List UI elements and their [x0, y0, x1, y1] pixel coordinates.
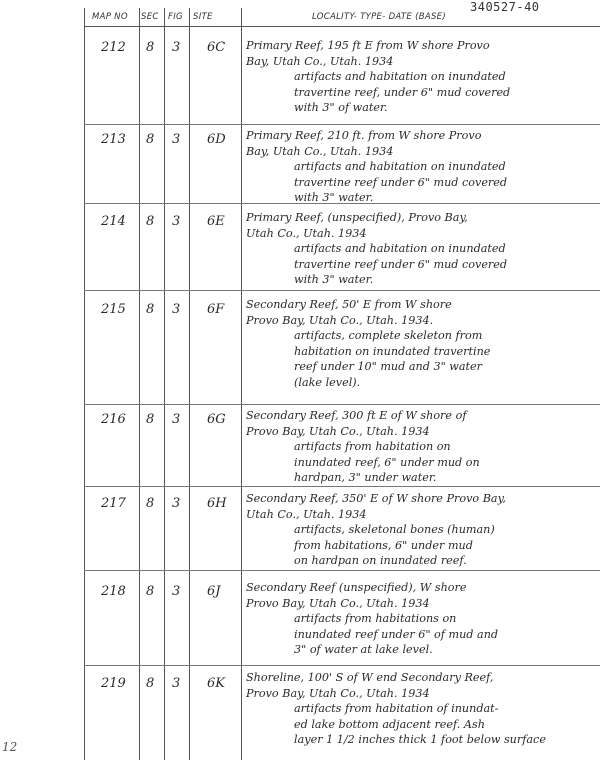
column-rule	[84, 8, 85, 760]
row-rule	[84, 404, 600, 405]
row-rule	[84, 570, 600, 571]
locality-line: Secondary Reef (unspecified), W shore	[246, 581, 467, 594]
row-rule	[84, 665, 600, 666]
locality-line: artifacts from habitation on	[294, 440, 451, 453]
locality-line: on hardpan on inundated reef.	[294, 554, 467, 567]
entry-fig: 3	[172, 40, 181, 55]
entry-site: 6K	[207, 676, 225, 691]
entry-site: 6D	[207, 132, 226, 147]
locality-line: with 3" water.	[294, 191, 374, 204]
entry-sec: 8	[146, 496, 155, 511]
locality-line: layer 1 1/2 inches thick 1 foot below surface	[294, 733, 546, 746]
entry-map-no: 219	[101, 676, 126, 691]
locality-line: artifacts from habitation of inundat-	[294, 702, 499, 715]
margin-note: 12	[2, 740, 18, 754]
entry-fig: 3	[172, 412, 181, 427]
header-fig: FIG	[168, 12, 183, 22]
entry-sec: 8	[146, 584, 155, 599]
locality-line: Provo Bay, Utah Co., Utah. 1934	[246, 596, 430, 610]
entry-fig: 3	[172, 496, 181, 511]
locality-line: travertine reef, under 6" mud covered	[294, 85, 511, 99]
column-rule	[164, 8, 165, 760]
entry-sec: 8	[146, 40, 155, 55]
entry-sec: 8	[146, 132, 155, 147]
locality-line: Bay, Utah Co., Utah. 1934	[246, 144, 394, 158]
column-rule	[139, 8, 140, 760]
header-locality: LOCALITY- TYPE- DATE (BASE)	[312, 12, 446, 22]
entry-map-no: 213	[101, 132, 126, 147]
row-rule	[84, 124, 600, 125]
entry-locality	[246, 38, 598, 116]
locality-line: Utah Co., Utah. 1934	[246, 507, 367, 521]
locality-line: Primary Reef, 210 ft. from W shore Provo	[246, 129, 482, 142]
row-rule	[84, 486, 600, 487]
locality-line: (lake level).	[294, 375, 361, 389]
entry-site: 6E	[207, 214, 225, 229]
locality-line: from habitations, 6" under mud	[294, 538, 473, 552]
locality-line: artifacts, skeletonal bones (human)	[294, 523, 495, 536]
entry-sec: 8	[146, 214, 155, 229]
entry-map-no: 218	[101, 584, 126, 599]
locality-line: Secondary Reef, 300 ft E of W shore of	[246, 409, 467, 422]
locality-line: Bay, Utah Co., Utah. 1934	[246, 54, 394, 68]
locality-line: artifacts and habitation on inundated	[294, 70, 506, 83]
entry-site: 6F	[207, 302, 225, 317]
entry-fig: 3	[172, 302, 181, 317]
locality-line: with 3" of water.	[294, 101, 388, 114]
locality-line: travertine reef under 6" mud covered	[294, 257, 508, 271]
locality-line: artifacts, complete skeleton from	[294, 329, 483, 342]
entry-locality	[246, 297, 598, 390]
entry-map-no: 212	[101, 40, 126, 55]
column-rule	[241, 8, 242, 760]
entry-locality	[246, 210, 598, 288]
entry-locality	[246, 408, 598, 486]
locality-line: with 3" water.	[294, 273, 374, 286]
entry-sec: 8	[146, 676, 155, 691]
locality-line: Primary Reef, 195 ft E from W shore Provo	[246, 39, 490, 52]
entry-map-no: 217	[101, 496, 126, 511]
locality-line: Utah Co., Utah. 1934	[246, 226, 367, 240]
header-sec: SEC	[141, 12, 159, 22]
locality-line: artifacts and habitation on inundated	[294, 242, 506, 255]
locality-line: artifacts from habitations on	[294, 612, 457, 625]
locality-line: Secondary Reef, 350' E of W shore Provo Bay,	[246, 492, 506, 505]
entry-locality	[246, 670, 598, 748]
entry-sec: 8	[146, 412, 155, 427]
entry-fig: 3	[172, 214, 181, 229]
header-site: SITE	[193, 12, 213, 22]
entry-map-no: 216	[101, 412, 126, 427]
entry-site: 6H	[207, 496, 227, 511]
entry-fig: 3	[172, 584, 181, 599]
locality-line: ed lake bottom adjacent reef. Ash	[294, 717, 485, 731]
entry-site: 6J	[207, 584, 221, 599]
entry-map-no: 214	[101, 214, 126, 229]
locality-line: Shoreline, 100' S of W end Secondary Reef,	[246, 671, 494, 684]
entry-site: 6C	[207, 40, 226, 55]
locality-line: reef under 10" mud and 3" water	[294, 360, 482, 373]
entry-site: 6G	[207, 412, 226, 427]
locality-line: Secondary Reef, 50' E from W shore	[246, 298, 452, 311]
entry-map-no: 215	[101, 302, 126, 317]
entry-locality	[246, 491, 598, 569]
locality-line: habitation on inundated travertine	[294, 344, 491, 358]
header-map-no: MAP NO	[92, 12, 128, 22]
row-rule	[84, 290, 600, 291]
entry-locality	[246, 580, 598, 658]
locality-line: 3" of water at lake level.	[294, 643, 433, 656]
locality-line: Primary Reef, (unspecified), Provo Bay,	[246, 211, 468, 224]
locality-line: travertine reef under 6" mud covered	[294, 175, 508, 189]
entry-sec: 8	[146, 302, 155, 317]
locality-line: artifacts and habitation on inundated	[294, 160, 506, 173]
locality-line: hardpan, 3" under water.	[294, 471, 437, 484]
catalog-number: 340527-40	[470, 0, 540, 14]
locality-line: Provo Bay, Utah Co., Utah. 1934.	[246, 313, 434, 327]
locality-line: Provo Bay, Utah Co., Utah. 1934	[246, 424, 430, 438]
entry-fig: 3	[172, 132, 181, 147]
locality-line: inundated reef under 6" of mud and	[294, 627, 499, 641]
locality-line: Provo Bay, Utah Co., Utah. 1934	[246, 686, 430, 700]
column-rule	[189, 8, 190, 760]
header-rule	[84, 26, 600, 27]
locality-line: inundated reef, 6" under mud on	[294, 455, 480, 469]
entry-locality	[246, 128, 598, 206]
entry-fig: 3	[172, 676, 181, 691]
